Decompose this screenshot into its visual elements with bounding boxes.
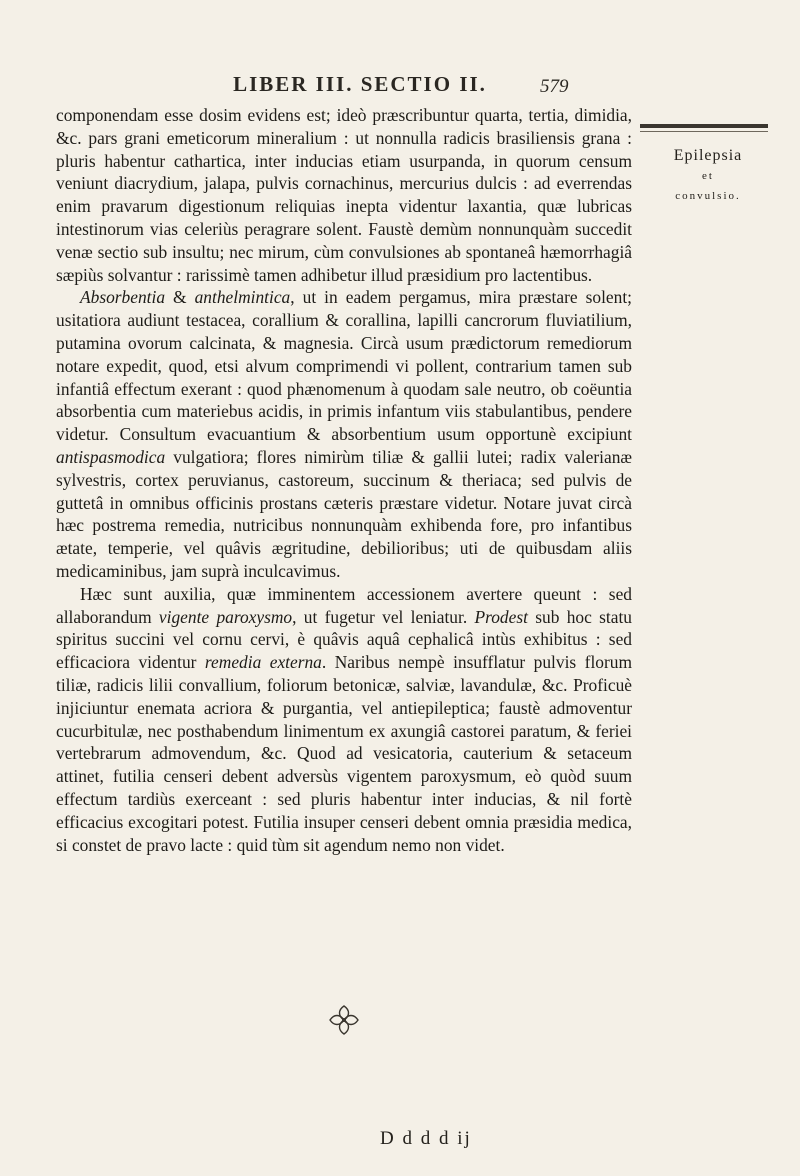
paragraph-3 [56,583,632,857]
conjunction: & [165,287,195,308]
page-number: 579 [540,76,569,97]
term-absorbentia: Absorbentia [80,287,166,308]
printers-ornament [324,1000,364,1040]
term-prodest: Prodest [474,606,528,627]
margin-note [636,146,780,206]
paragraph-1 [56,104,632,286]
main-text [56,104,632,856]
term-antispasmodica: antispasmodica [56,446,166,467]
paragraph-2-text-a: , ut in eadem pergamus, mira præstare solent; usitatiora audiunt testacea, corallium & corallina, lapilli cancrorum fluviatilium, putamina ovorum calcinata, & magnesia. Circà usum prædictorum remediorum notare expedit, quod, etsi alvum comprimendi vi pollent, contrarium tamen sub infantiâ effectum exerant : quod phænomenum à quodam sale neutro, ob coëuntia absorbentia cum materiebus acidis, in primis infantum viis stabulantibus, pendere videtur. Consultum evacuantium & absorbentium usum opportunè excipiunt [56,287,632,445]
signature-mark: D d d d ij [380,1128,472,1149]
term-anthelmintica: anthelmintica [194,287,291,308]
margin-note-title: Epilepsia [673,147,743,164]
paragraph-3-text-c: sub hoc statu spiritus succini vel cornu cervi, è quâvis aquâ cephalicâ intùs exhibitus : sed efficaciora videntur [56,606,632,673]
paragraph-2-text-b: vulgatiora; flores nimirùm tiliæ & gallii lutei; radix valerianæ sylvestris, cortex peruvianus, castoreum, succinum & theriaca; sed pulvis de guttetâ in omnibus officinis prostans cæteris præstare videtur. Notare juvat circà hæc postrema remedia, nutricibus nonnunquàm exhibenda fore, pro infantibus ætate, temperie, vel quâvis ægritudine, debilioribus; uti de quibusdam aliis medicaminibus, jam suprà inculcavimus. [56,446,632,581]
term-vigente-paroxysmo: vigente paroxysmo [158,606,293,627]
paragraph-3-text-b: , ut fugetur vel leniatur. [292,606,475,627]
margin-note-subtitle: convulsio. [675,190,741,202]
paragraph-2 [56,286,632,582]
margin-rule-thin [640,131,768,132]
term-remedia-externa: remedia externa [204,652,322,673]
margin-note-conjunction: et [702,170,714,182]
running-head: LIBER III. SECTIO II. [233,72,487,96]
paragraph-3-text-a: Hæc sunt auxilia, quæ imminentem accessionem avertere queunt : sed allaborandum [56,583,632,627]
margin-rule [640,124,768,128]
paragraph-3-text-d: . Naribus nempè insufflatur pulvis florum tiliæ, radicis lilii convallium, foliorum betonicæ, salviæ, lavandulæ, &c. Proficuè injiciuntur enemata acriora & purgantia, vel antiepileptica; faustè admoventur cucurbitulæ, nec posthabendum linimentum ex axungiâ castorei paratum, & feriei vertebrarum admovendum, &c. Quod ad vesicatoria, cauterium & setaceum attinet, futilia censeri debent adversùs vigentem paroxysmum, eò quòd suum effectum tardiùs exerceant : sed pluris habentur inter inducias, & nil fortè efficacius excogitari potest. Futilia insuper censeri debent omnia præsidia medica, si constet de pravo lacte : quid tùm sit agendum nemo non videt. [56,652,632,855]
paragraph-1-text: componendam esse dosim evidens est; ideò præscribuntur quarta, tertia, dimidia, &c. pars grani emeticorum mineralium : ut nonnulla radicis brasiliensis grana : pluris habentur cathartica, inter inducias etiam usurpanda, in quorum censum veniunt diacrydium, jalapa, pulvis cornachinus, mercurius dulcis : ad everrendas enim pravarum digestionum reliquias inepta videntur laxantia, quæ lubricas intestinorum vias celeriùs peragrare solent. Faustè demùm nonnunquàm succedit venæ sectio sub insultu; nec mirum, cùm convulsiones ab spontaneâ hæmorrhagiâ sæpiùs solvantur : rarissimè tamen adhibetur illud præsidium pro lactentibus. [56,105,632,285]
